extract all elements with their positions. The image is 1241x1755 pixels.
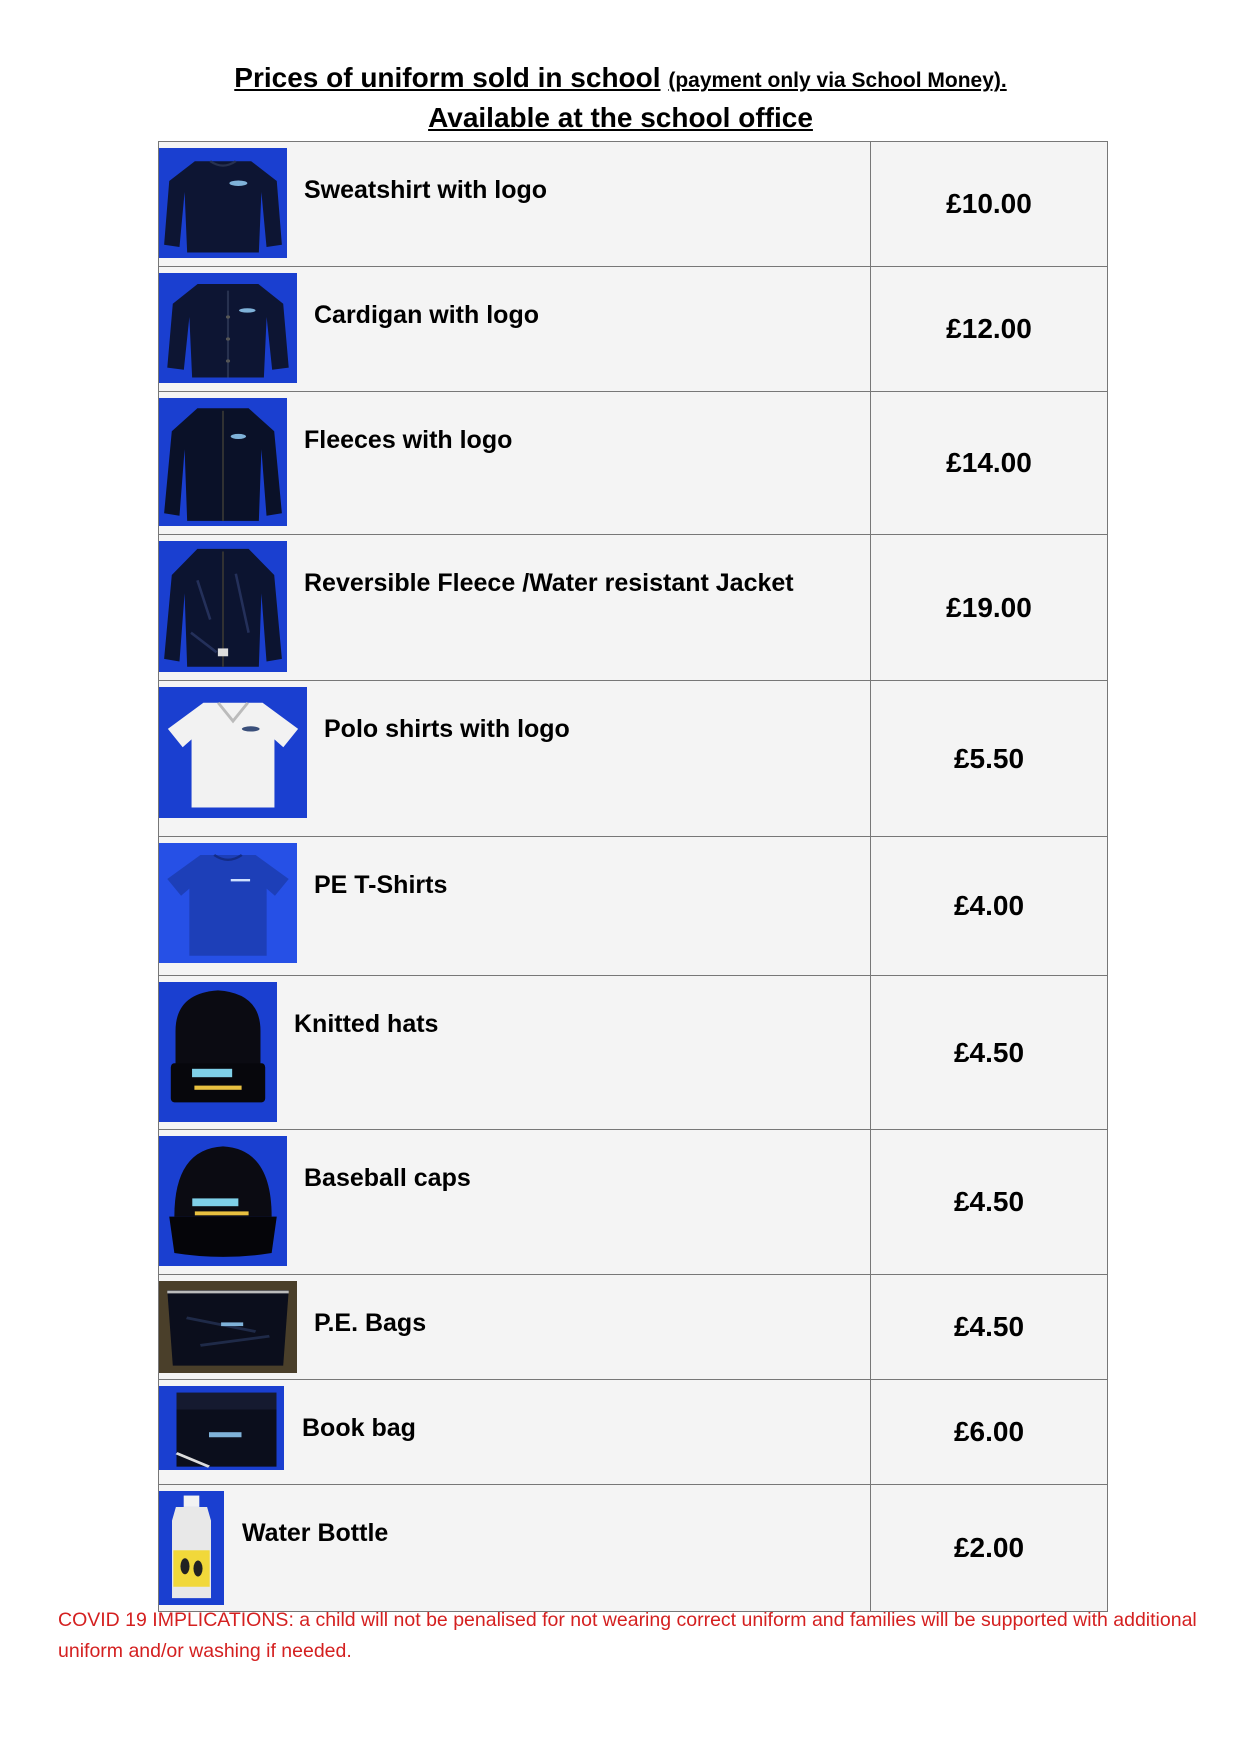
item-label: Book bag bbox=[302, 1414, 416, 1442]
item-price: £4.00 bbox=[953, 890, 1025, 921]
item-cell bbox=[159, 1130, 871, 1274]
item-price: £19.00 bbox=[946, 591, 1032, 623]
item-price: £10.00 bbox=[946, 188, 1032, 219]
item-label: Baseball caps bbox=[304, 1164, 471, 1192]
item-cell bbox=[159, 267, 871, 391]
polo-shirt-photo bbox=[159, 687, 307, 818]
item-price: £12.00 bbox=[946, 313, 1032, 344]
item-price: £5.50 bbox=[953, 742, 1025, 774]
table-row bbox=[159, 1380, 1107, 1485]
item-label: Water Bottle bbox=[242, 1519, 389, 1547]
title-subtitle: (payment only via School Money). bbox=[668, 69, 1007, 92]
item-label: Reversible Fleece /Water resistant Jacket bbox=[304, 569, 794, 597]
table-row bbox=[159, 267, 1107, 392]
item-cell bbox=[159, 681, 871, 836]
item-label: Cardigan with logo bbox=[314, 301, 539, 329]
item-label: Sweatshirt with logo bbox=[304, 176, 548, 204]
page-subtitle: Available at the school office bbox=[428, 102, 813, 133]
item-label: PE T-Shirts bbox=[314, 871, 448, 899]
item-price: £4.50 bbox=[953, 1036, 1025, 1068]
item-price: £2.00 bbox=[953, 1532, 1025, 1563]
item-cell bbox=[159, 1275, 871, 1379]
table-row bbox=[159, 1130, 1107, 1275]
item-cell bbox=[159, 1380, 871, 1484]
table-row bbox=[159, 837, 1107, 976]
item-cell bbox=[159, 837, 871, 975]
covid-note: COVID 19 IMPLICATIONS: a child will not be penalised for not wearing correct uniform and families will be supported with additional uniform and/or washing if needed. bbox=[58, 1609, 1197, 1662]
cardigan-photo bbox=[159, 273, 297, 383]
item-label: Knitted hats bbox=[294, 1010, 439, 1038]
baseball-cap-photo bbox=[159, 1136, 287, 1266]
book-bag-photo bbox=[159, 1386, 284, 1470]
item-cell bbox=[159, 535, 871, 680]
item-price: £6.00 bbox=[953, 1416, 1025, 1447]
item-cell bbox=[159, 1485, 871, 1611]
title-main: Prices of uniform sold in school bbox=[234, 62, 661, 93]
item-label: Fleeces with logo bbox=[304, 426, 513, 454]
knitted-hat-photo bbox=[159, 982, 277, 1122]
item-label: Polo shirts with logo bbox=[324, 715, 570, 743]
item-price: £4.50 bbox=[953, 1311, 1025, 1342]
fleece-photo bbox=[159, 398, 287, 526]
page-title bbox=[0, 62, 1241, 94]
table-row bbox=[159, 681, 1107, 837]
item-price: £4.50 bbox=[953, 1186, 1025, 1217]
item-cell bbox=[159, 976, 871, 1129]
sweatshirt-photo bbox=[159, 148, 287, 258]
jacket-photo bbox=[159, 541, 287, 672]
table-row bbox=[159, 142, 1107, 267]
table-row bbox=[159, 392, 1107, 535]
tshirt-photo bbox=[159, 843, 297, 963]
table-row bbox=[159, 976, 1107, 1130]
item-label: P.E. Bags bbox=[314, 1309, 427, 1337]
table-row bbox=[159, 535, 1107, 681]
pe-bag-photo bbox=[159, 1281, 297, 1373]
table-row bbox=[159, 1485, 1107, 1612]
price-table bbox=[158, 141, 1108, 1612]
item-cell bbox=[159, 142, 871, 266]
table-row bbox=[159, 1275, 1107, 1380]
item-price: £14.00 bbox=[946, 447, 1032, 478]
item-cell bbox=[159, 392, 871, 534]
water-bottle-photo bbox=[159, 1491, 224, 1605]
